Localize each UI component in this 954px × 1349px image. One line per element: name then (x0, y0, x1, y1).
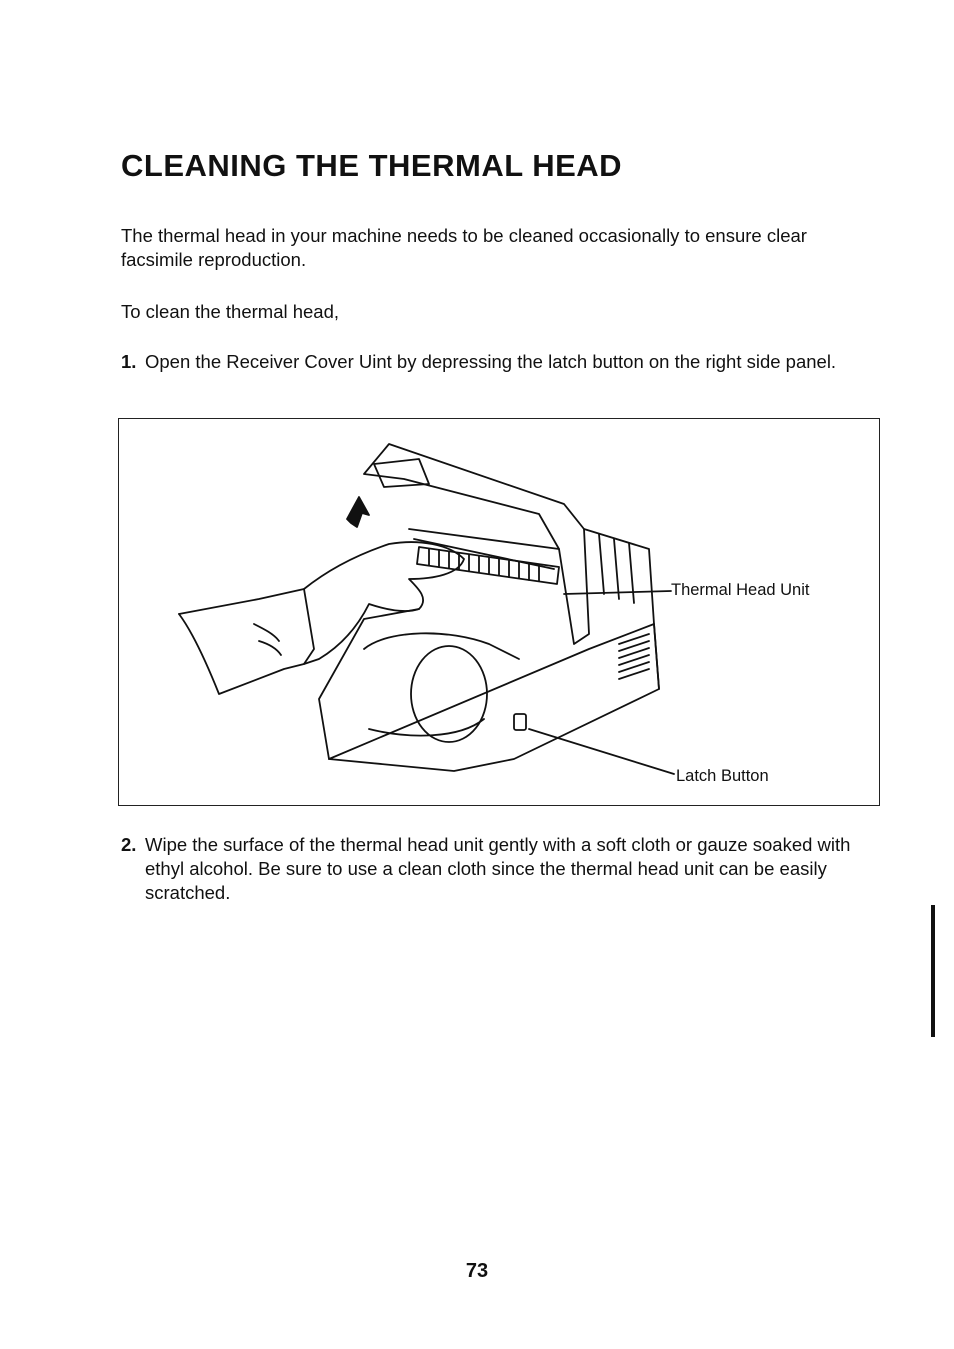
hand (179, 542, 464, 664)
receiver-cover (364, 444, 589, 644)
step-1-text: Open the Receiver Cover Uint by depressing the latch button on the right side panel. (145, 351, 837, 372)
step-1-number: 1. (121, 351, 137, 372)
thermal-head-unit-label: Thermal Head Unit (671, 581, 810, 599)
step-2-number: 2. (121, 834, 137, 855)
latch-button-label: Latch Button (676, 767, 769, 785)
page-title: CLEANING THE THERMAL HEAD (121, 148, 623, 183)
sleeve (179, 589, 314, 694)
page-number: 73 (465, 1260, 489, 1282)
lead-in-text: To clean the thermal head, (121, 301, 340, 322)
illustration-frame (118, 418, 880, 806)
scan-edge-mark (931, 905, 935, 1037)
step-1 (121, 350, 861, 374)
up-arrow (347, 497, 369, 527)
step-2-text: Wipe the surface of the thermal head unit gently with a soft cloth or gauze soaked with ethyl alcohol. Be sure to use a clean cloth since the thermal head unit can be easily scratched. (145, 834, 851, 903)
paper-roll (411, 646, 487, 742)
fax-machine-illustration (119, 419, 881, 807)
step-2 (121, 833, 861, 903)
latch-button (514, 714, 526, 730)
intro-paragraph: The thermal head in your machine needs to be cleaned occasionally to ensure clear facsimile reproduction. (121, 225, 807, 270)
